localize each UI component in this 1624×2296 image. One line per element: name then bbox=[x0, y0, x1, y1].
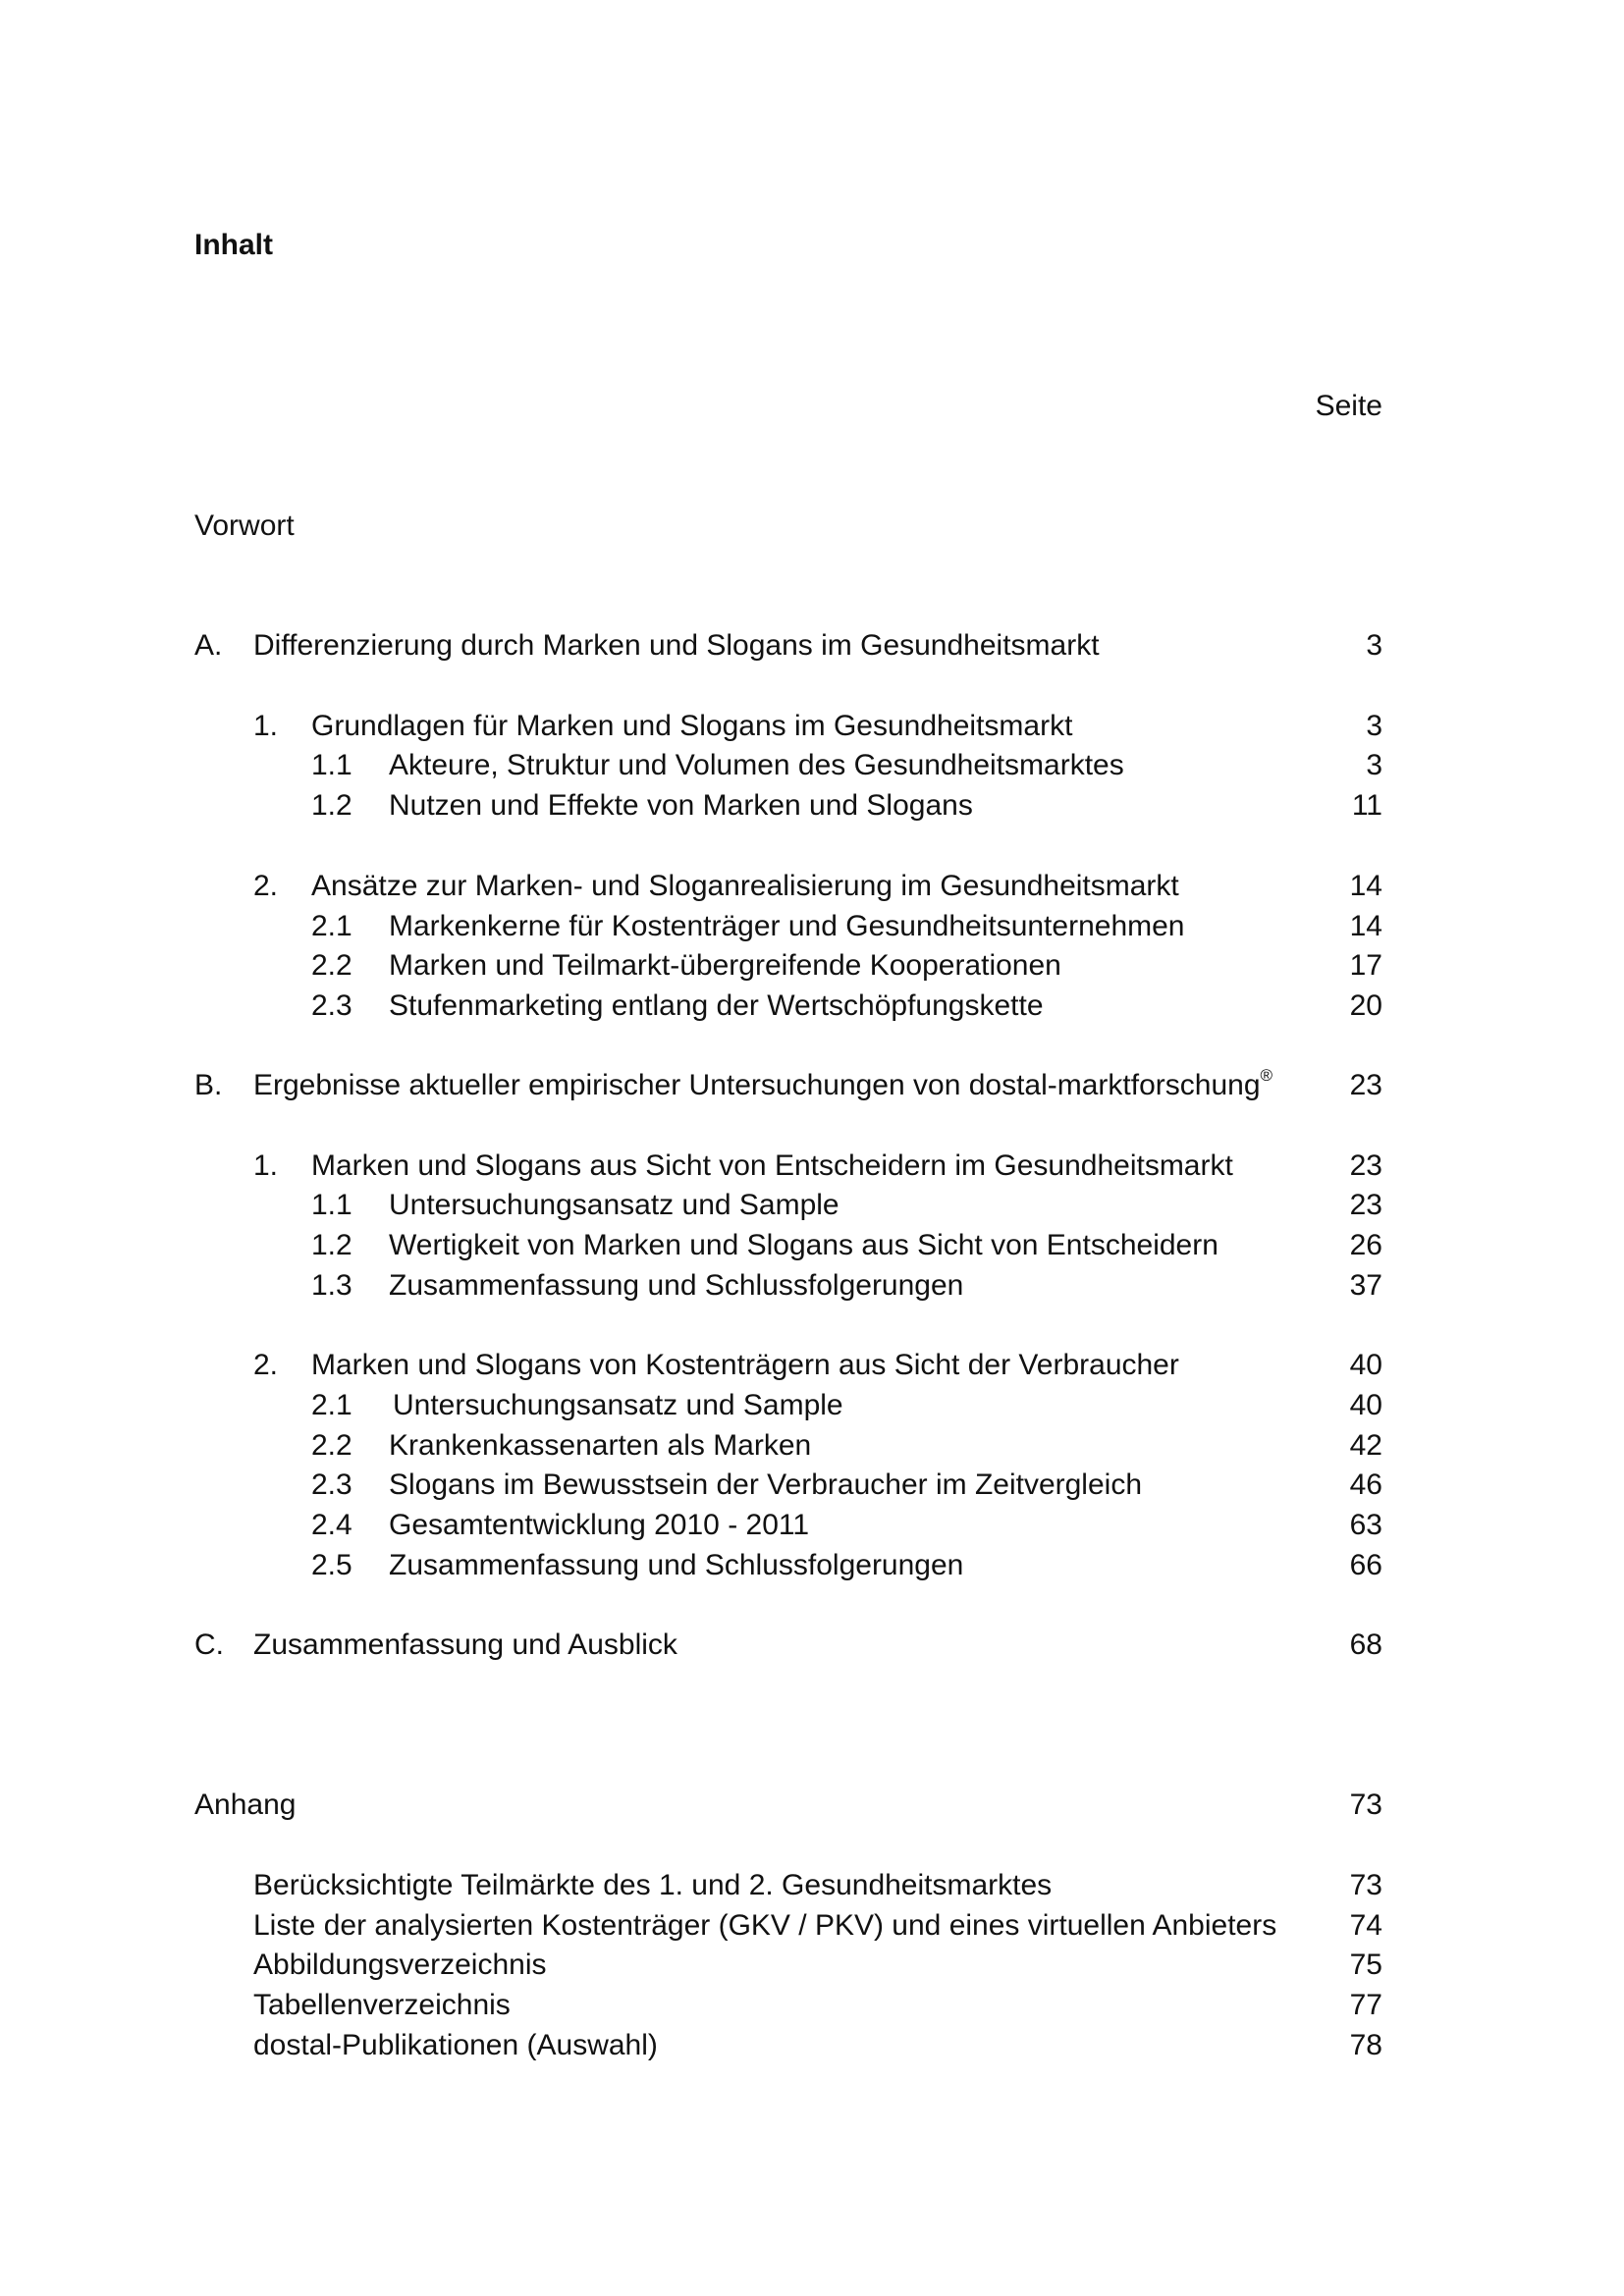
section-page: 3 bbox=[1366, 629, 1382, 662]
toc-heading: Inhalt bbox=[194, 229, 273, 261]
appendix-item-title: dostal-Publikationen (Auswahl) bbox=[253, 2029, 658, 2061]
subchapter-number: 2.1 bbox=[311, 910, 352, 942]
subchapter-page: 40 bbox=[1349, 1389, 1382, 1421]
subchapter-number: 2.2 bbox=[311, 949, 352, 982]
subchapter-page: 66 bbox=[1349, 1549, 1382, 1581]
chapter-number: 1. bbox=[253, 710, 279, 742]
subchapter-title: Krankenkassenarten als Marken bbox=[389, 1429, 812, 1462]
section-letter: A. bbox=[194, 629, 223, 662]
subchapter-title: Gesamtentwicklung 2010 - 2011 bbox=[389, 1509, 810, 1541]
subchapter-title: Markenkerne für Kostenträger und Gesundheitsunternehmen bbox=[389, 910, 1185, 942]
appendix-item-page: 73 bbox=[1349, 1869, 1382, 1901]
subchapter-number: 2.4 bbox=[311, 1509, 352, 1541]
subchapter-number: 2.3 bbox=[311, 1468, 352, 1501]
page-column-header: Seite bbox=[1315, 390, 1382, 422]
toc-entry-preface: Vorwort bbox=[194, 509, 295, 542]
subchapter-page: 14 bbox=[1349, 910, 1382, 942]
section-title: Differenzierung durch Marken und Slogans im Gesundheitsmarkt bbox=[253, 629, 1100, 662]
subchapter-number: 1.2 bbox=[311, 1229, 352, 1261]
subchapter-page: 37 bbox=[1349, 1269, 1382, 1302]
chapter-number: 1. bbox=[253, 1149, 279, 1182]
appendix-page: 73 bbox=[1349, 1789, 1382, 1821]
subchapter-number: 2.3 bbox=[311, 989, 352, 1022]
appendix-item-page: 74 bbox=[1349, 1909, 1382, 1942]
subchapter-page: 11 bbox=[1351, 789, 1382, 822]
subchapter-title: Marken und Teilmarkt-übergreifende Kooperationen bbox=[389, 949, 1061, 982]
chapter-page: 3 bbox=[1366, 710, 1382, 742]
subchapter-page: 17 bbox=[1349, 949, 1382, 982]
section-title-line bbox=[253, 1068, 1272, 1103]
appendix-item-title: Berücksichtigte Teilmärkte des 1. und 2. Gesundheitsmarktes bbox=[253, 1869, 1053, 1901]
chapter-title: Ansätze zur Marken- und Sloganrealisierung im Gesundheitsmarkt bbox=[311, 870, 1179, 902]
subchapter-number: 1.1 bbox=[311, 1189, 352, 1221]
chapter-page: 14 bbox=[1349, 870, 1382, 902]
chapter-title: Marken und Slogans aus Sicht von Entscheidern im Gesundheitsmarkt bbox=[311, 1149, 1233, 1182]
subchapter-title: Akteure, Struktur und Volumen des Gesundheitsmarktes bbox=[389, 749, 1124, 781]
subchapter-page: 26 bbox=[1349, 1229, 1382, 1261]
appendix-item-title: Tabellenverzeichnis bbox=[253, 1989, 511, 2021]
subchapter-page: 23 bbox=[1349, 1189, 1382, 1221]
subchapter-number: 1.1 bbox=[311, 749, 352, 781]
appendix-item-page: 78 bbox=[1349, 2029, 1382, 2061]
appendix-title: Anhang bbox=[194, 1789, 297, 1821]
subchapter-number: 1.3 bbox=[311, 1269, 352, 1302]
subchapter-title: Slogans im Bewusstsein der Verbraucher im Zeitvergleich bbox=[389, 1468, 1143, 1501]
subchapter-page: 63 bbox=[1349, 1509, 1382, 1541]
appendix-item-page: 77 bbox=[1349, 1989, 1382, 2021]
chapter-page: 40 bbox=[1349, 1349, 1382, 1381]
subchapter-page: 42 bbox=[1349, 1429, 1382, 1462]
subchapter-page: 3 bbox=[1366, 749, 1382, 781]
subchapter-title: Nutzen und Effekte von Marken und Slogans bbox=[389, 789, 973, 822]
chapter-number: 2. bbox=[253, 1349, 279, 1381]
subchapter-number: 2.1 bbox=[311, 1389, 352, 1421]
subchapter-title: Untersuchungsansatz und Sample bbox=[389, 1189, 839, 1221]
chapter-page: 23 bbox=[1349, 1149, 1382, 1182]
appendix-item-title: Abbildungsverzeichnis bbox=[253, 1949, 547, 1981]
subchapter-page: 46 bbox=[1349, 1468, 1382, 1501]
subchapter-title: Zusammenfassung und Schlussfolgerungen bbox=[389, 1549, 964, 1581]
section-letter: B. bbox=[194, 1069, 223, 1101]
section-letter: C. bbox=[194, 1629, 224, 1661]
appendix-item-title: Liste der analysierten Kostenträger (GKV / PKV) und eines virtuellen Anbieters bbox=[253, 1909, 1277, 1942]
subchapter-page: 20 bbox=[1349, 989, 1382, 1022]
chapter-number: 2. bbox=[253, 870, 279, 902]
subchapter-number: 2.5 bbox=[311, 1549, 352, 1581]
section-title: Zusammenfassung und Ausblick bbox=[253, 1629, 677, 1661]
section-page: 23 bbox=[1349, 1069, 1382, 1101]
subchapter-number: 2.2 bbox=[311, 1429, 352, 1462]
registered-mark: ® bbox=[1260, 1066, 1273, 1085]
section-title: Ergebnisse aktueller empirischer Untersuchungen von dostal-marktforschung bbox=[253, 1069, 1261, 1101]
section-page: 68 bbox=[1349, 1629, 1382, 1661]
subchapter-number: 1.2 bbox=[311, 789, 352, 822]
subchapter-title: Zusammenfassung und Schlussfolgerungen bbox=[389, 1269, 964, 1302]
subchapter-title: Wertigkeit von Marken und Slogans aus Sicht von Entscheidern bbox=[389, 1229, 1218, 1261]
chapter-title: Grundlagen für Marken und Slogans im Gesundheitsmarkt bbox=[311, 710, 1073, 742]
subchapter-title: Untersuchungsansatz und Sample bbox=[393, 1389, 843, 1421]
chapter-title: Marken und Slogans von Kostenträgern aus Sicht der Verbraucher bbox=[311, 1349, 1179, 1381]
appendix-item-page: 75 bbox=[1349, 1949, 1382, 1981]
subchapter-title: Stufenmarketing entlang der Wertschöpfungskette bbox=[389, 989, 1044, 1022]
